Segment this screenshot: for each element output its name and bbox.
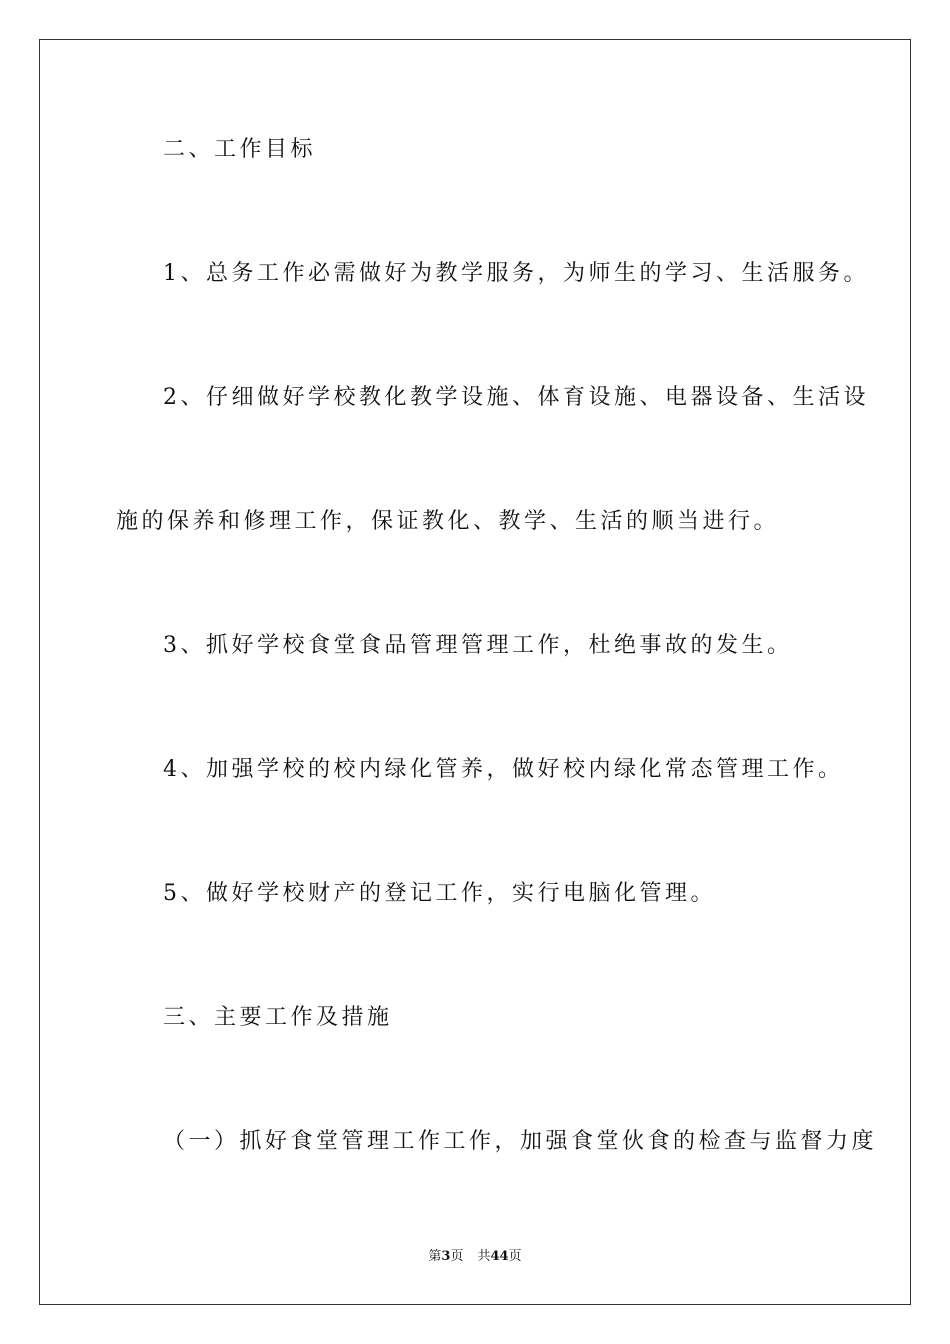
footer-total-prefix: 共 — [477, 1249, 491, 1264]
paragraph-item-2-line-2: 施的保养和修理工作，保证教化、教学、生活的顺当进行。 — [116, 509, 780, 534]
paragraph-item-5: 5、做好学校财产的登记工作，实行电脑化管理。 — [163, 881, 716, 906]
page-border — [39, 39, 911, 1305]
paragraph-item-2-line-1: 2、仔细做好学校教化教学设施、体育设施、电器设备、生活设 — [163, 385, 869, 410]
section-heading-measures: 三、主要工作及措施 — [163, 1005, 393, 1030]
page-footer — [0, 1248, 950, 1266]
footer-page-number: 3 — [441, 1249, 451, 1264]
paragraph-item-4: 4、加强学校的校内绿化管养，做好校内绿化常态管理工作。 — [163, 757, 844, 782]
footer-total-suffix: 页 — [508, 1249, 522, 1264]
subsection-heading-canteen: （一）抓好食堂管理工作工作，加强食堂伙食的检查与监督力度 — [163, 1129, 878, 1154]
paragraph-item-1: 1、总务工作必需做好为教学服务，为师生的学习、生活服务。 — [163, 261, 869, 286]
footer-page-prefix: 第 — [428, 1249, 442, 1264]
paragraph-item-3: 3、抓好学校食堂食品管理管理工作，杜绝事故的发生。 — [163, 633, 793, 658]
footer-page-suffix: 页 — [450, 1249, 464, 1264]
footer-total-pages: 44 — [490, 1249, 509, 1264]
section-heading-goals: 二、工作目标 — [163, 137, 317, 162]
